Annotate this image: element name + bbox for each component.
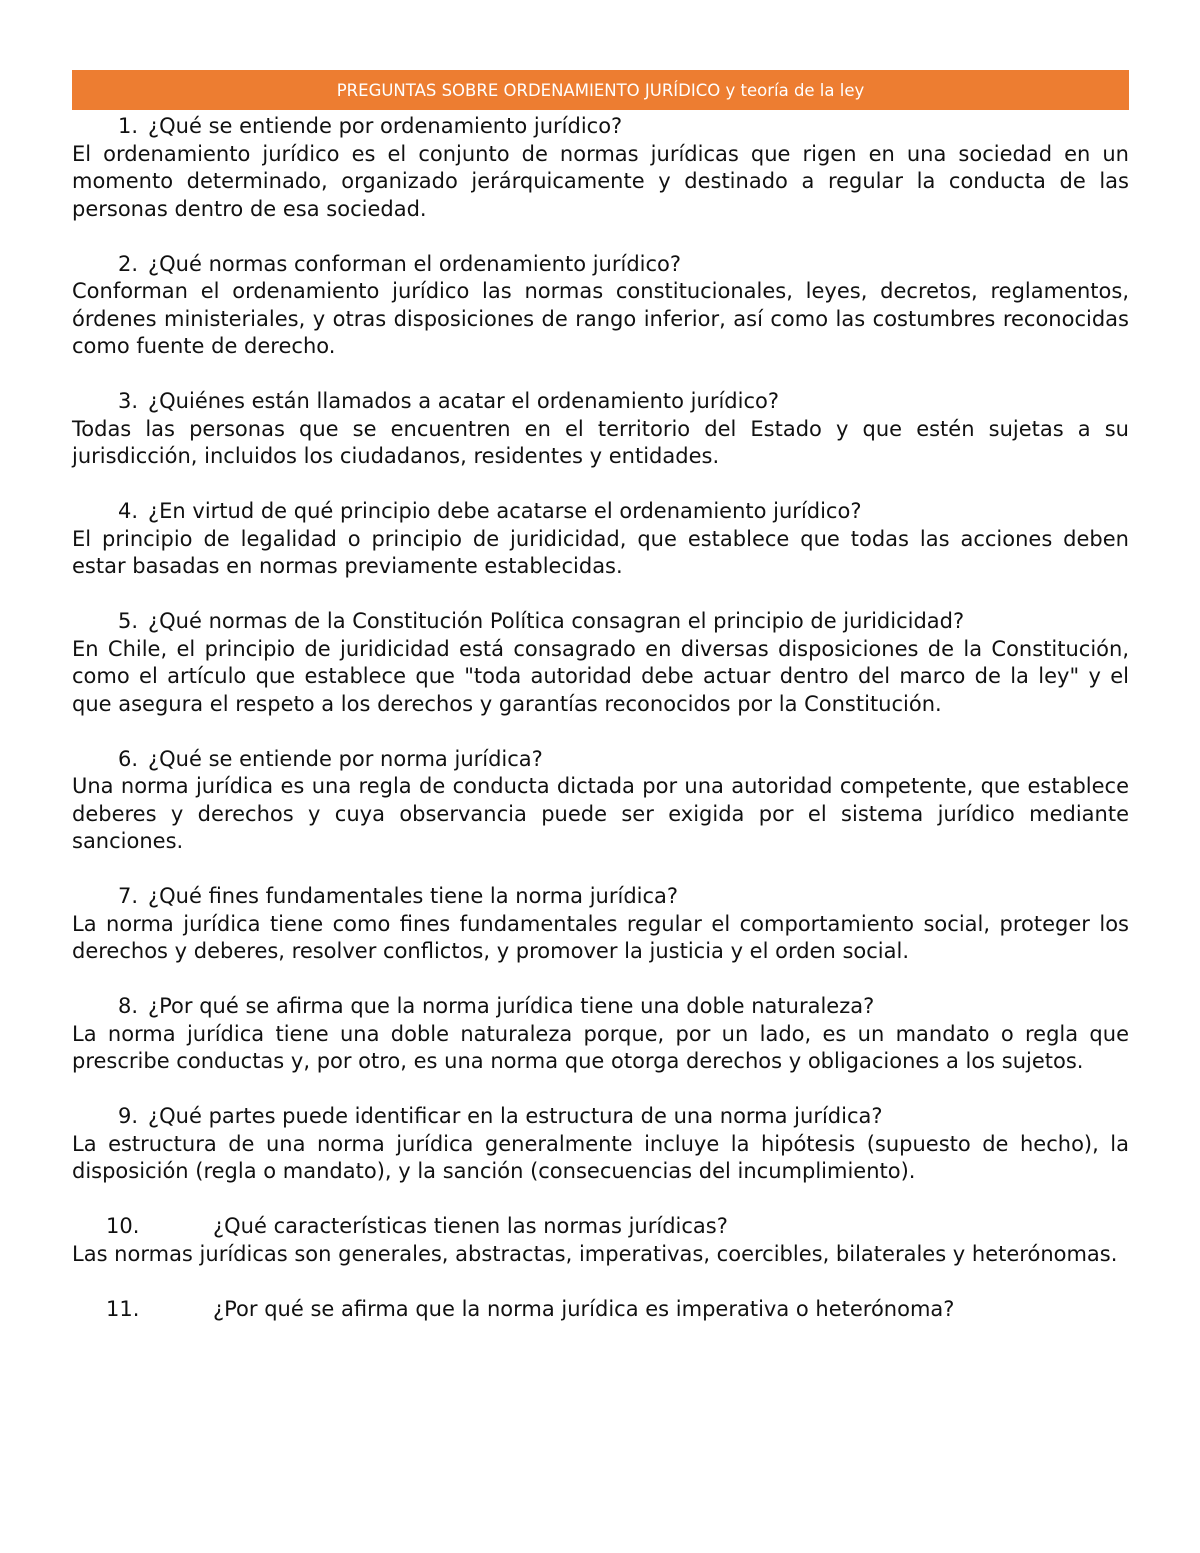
question-number: 1. — [117, 114, 138, 138]
question-number: 6. — [117, 746, 138, 771]
question — [72, 1213, 1129, 1241]
question-number: 10. — [106, 1214, 140, 1238]
question — [72, 883, 1129, 911]
question — [72, 498, 1129, 526]
qa-item — [72, 1103, 1129, 1186]
question — [72, 993, 1129, 1021]
question-number: 9. — [117, 1104, 138, 1128]
question-text: ¿Qué normas de la Constitución Política consagran el principio de juridicidad? — [148, 609, 965, 633]
header-banner — [72, 70, 1129, 110]
question-text: ¿Qué se entiende por norma jurídica? — [148, 746, 543, 771]
question-number: 8. — [117, 994, 138, 1018]
answer: En Chile, el principio de juridicidad está consagrado en diversas disposiciones de la Constitución, como el artículo que establece que "toda autoridad debe actuar dentro del marco de la ley" y el que asegura el respeto a los derechos y garantías reconocidos por la Constitución. — [72, 636, 1129, 716]
qa-item — [72, 1213, 1129, 1268]
qa-item — [72, 746, 1129, 856]
qa-item — [72, 113, 1129, 223]
answer: Una norma jurídica es una regla de conducta dictada por una autoridad competente, que establece deberes y derechos y cuya observancia puede ser exigida por el sistema jurídico mediante sanciones. — [72, 774, 1129, 853]
qa-item — [72, 1296, 1129, 1324]
document-page — [72, 70, 1129, 1351]
question — [72, 1103, 1129, 1131]
question-number: 7. — [117, 884, 138, 908]
answer: Las normas jurídicas son generales, abstractas, imperativas, coercibles, bilaterales y heterónomas. — [72, 1241, 1118, 1266]
question-text: ¿Por qué se afirma que la norma jurídica es imperativa o heterónoma? — [213, 1296, 955, 1321]
header-title: PREGUNTAS SOBRE ORDENAMIENTO JURÍDICO y teoría de la ley — [336, 80, 865, 100]
question-text: ¿Qué características tienen las normas jurídicas? — [213, 1214, 728, 1238]
question — [72, 113, 1129, 141]
question — [72, 608, 1129, 636]
question-number: 2. — [117, 251, 138, 276]
answer: La norma jurídica tiene una doble naturaleza porque, por un lado, es un mandato o regla que prescribe conductas y, por otro, es una norma que otorga derechos y obligaciones a los sujetos. — [72, 1021, 1129, 1073]
question — [72, 746, 1129, 774]
answer: La estructura de una norma jurídica generalmente incluye la hipótesis (supuesto de hecho), la disposición (regla o mandato), y la sanción (consecuencias del incumplimiento). — [72, 1131, 1129, 1183]
qa-item — [72, 608, 1129, 718]
qa-item — [72, 993, 1129, 1076]
question-number: 4. — [117, 499, 138, 523]
question-text: ¿Por qué se afirma que la norma jurídica tiene una doble naturaleza? — [148, 994, 875, 1018]
question-text: ¿Qué fines fundamentales tiene la norma jurídica? — [148, 884, 679, 908]
answer: El ordenamiento jurídico es el conjunto de normas jurídicas que rigen en una sociedad en un momento determinado, organizado jerárquicamente y destinado a regular la conducta de las personas dentro de esa sociedad. — [72, 141, 1129, 221]
question-text: ¿Qué partes puede identificar en la estructura de una norma jurídica? — [148, 1104, 883, 1128]
answer: El principio de legalidad o principio de juridicidad, que establece que todas las acciones deben estar basadas en normas previamente establecidas. — [72, 526, 1129, 578]
question-number: 3. — [117, 389, 138, 413]
answer: La norma jurídica tiene como fines fundamentales regular el comportamiento social, proteger los derechos y deberes, resolver conflictos, y promover la justicia y el orden social. — [72, 911, 1129, 963]
question — [72, 251, 1129, 279]
answer: Conforman el ordenamiento jurídico las normas constitucionales, leyes, decretos, reglamentos, órdenes ministeriales, y otras disposiciones de rango inferior, así como las costumbres reconocidas como fuente de derecho. — [72, 279, 1129, 358]
question-text: ¿Qué normas conforman el ordenamiento jurídico? — [148, 251, 682, 276]
question-number: 11. — [106, 1296, 140, 1321]
question — [72, 388, 1129, 416]
qa-item — [72, 388, 1129, 471]
question-number: 5. — [117, 609, 138, 633]
qa-item — [72, 498, 1129, 581]
question-text: ¿En virtud de qué principio debe acatarse el ordenamiento jurídico? — [148, 499, 862, 523]
question-text: ¿Qué se entiende por ordenamiento jurídico? — [148, 114, 623, 138]
qa-item — [72, 251, 1129, 361]
answer: Todas las personas que se encuentren en el territorio del Estado y que estén sujetas a su jurisdicción, incluidos los ciudadanos, residentes y entidades. — [72, 416, 1129, 468]
qa-item — [72, 883, 1129, 966]
question — [72, 1296, 1129, 1324]
question-text: ¿Quiénes están llamados a acatar el ordenamiento jurídico? — [148, 389, 779, 413]
